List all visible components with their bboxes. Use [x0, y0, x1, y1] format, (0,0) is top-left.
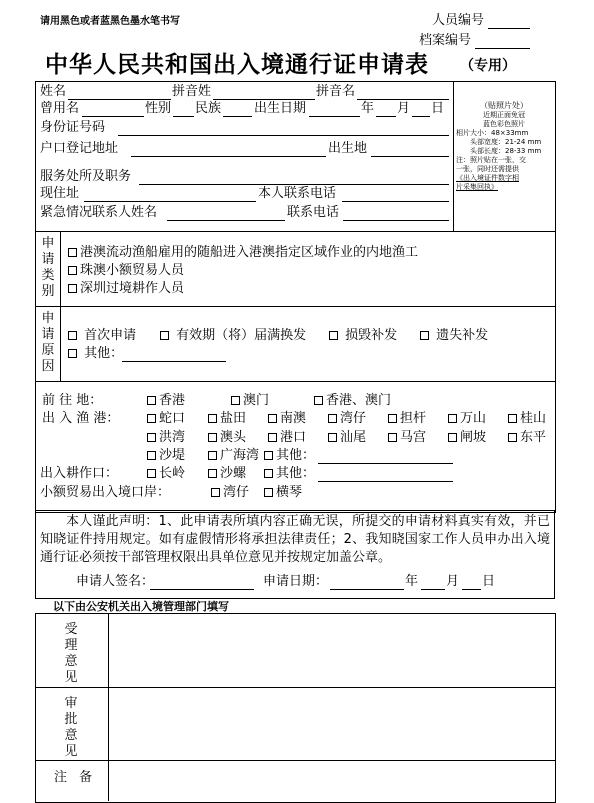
photo-line: 蓝色彩色照片 [483, 120, 525, 128]
signature-label: 申请人签名： [76, 574, 155, 589]
category-option-fishing[interactable]: 港澳流动渔船雇用的随船进入港澳指定区域作业的内地渔工 [68, 245, 418, 261]
name-label: 姓名 [40, 84, 67, 99]
workplace-label: 服务处所及职务 [40, 169, 132, 184]
fishing-port-other-field[interactable] [318, 463, 453, 464]
port-option[interactable]: 港口 [268, 430, 306, 446]
application-year-label: 年 [405, 574, 419, 589]
photo-line: 一张，同时还需提供 [456, 165, 519, 173]
port-option[interactable]: 担杆 [388, 411, 426, 427]
photo-line: 《出入境证件数字相 [456, 174, 519, 182]
birth-month-field[interactable] [376, 116, 396, 117]
hukou-label: 户口登记地址 [40, 141, 119, 156]
workplace-field[interactable] [139, 184, 449, 185]
signature-field[interactable] [150, 589, 254, 590]
category-label: 申请类别 [41, 236, 55, 299]
birth-day-label: 日 [431, 101, 445, 116]
photo-line: 注：照片贴在一张，交 [456, 156, 526, 164]
photo-area [456, 101, 552, 192]
photo-line: 头部宽度：21-24 mm [470, 138, 542, 146]
reason-first[interactable]: 首次申请 [68, 328, 136, 344]
reason-label: 申请原因 [41, 311, 55, 374]
reason-damaged[interactable]: 损毁补发 [329, 328, 397, 344]
pinyin-surname-label: 拼音姓 [172, 84, 212, 99]
checkbox[interactable] [147, 396, 156, 405]
port-option[interactable]: 桂山 [508, 411, 546, 427]
port-option[interactable]: 马宫 [388, 430, 426, 446]
approve-opinion-field[interactable] [110, 688, 553, 759]
port-option[interactable]: 湾仔 [328, 411, 366, 427]
checkbox[interactable] [160, 331, 169, 340]
sex-field[interactable] [173, 116, 194, 117]
emergency-contact-field[interactable] [167, 220, 285, 221]
farming-port-label: 出入耕作口： [40, 466, 119, 481]
reason-lost[interactable]: 遗失补发 [420, 328, 488, 344]
farming-other-field[interactable] [318, 481, 453, 482]
birth-date-label: 出生日期 [254, 101, 307, 116]
port-option-other[interactable]: 其他： [264, 448, 315, 464]
person-number-label: 人员编号 [432, 13, 485, 28]
farming-option-other[interactable]: 其他： [264, 466, 315, 482]
remark-field[interactable] [110, 761, 553, 800]
checkbox[interactable] [420, 331, 429, 340]
instruction-text: 请用黑色或者蓝黑色墨水笔书写 [40, 16, 180, 27]
port-option[interactable]: 万山 [448, 411, 486, 427]
archive-number-label: 档案编号 [419, 33, 472, 48]
application-day-label: 日 [482, 574, 496, 589]
port-option[interactable]: 澳头 [208, 430, 246, 446]
photo-line: 相片大小：48×33mm [456, 129, 529, 137]
port-option[interactable]: 沙堤 [147, 448, 185, 464]
emergency-phone-label: 联系电话 [287, 205, 340, 220]
ethnicity-label: 民族 [195, 101, 222, 116]
application-date-label: 申请日期： [263, 574, 329, 589]
name-field[interactable] [68, 99, 171, 100]
birthplace-field[interactable] [371, 156, 449, 157]
port-option[interactable]: 东平 [508, 430, 546, 446]
official-heading: 以下由公安机关出入境管理部门填写 [53, 600, 229, 613]
photo-line: 近期正面免冠 [483, 111, 525, 119]
pinyin-given-field[interactable] [357, 99, 449, 100]
port-option[interactable]: 蛇口 [147, 411, 185, 427]
port-option[interactable]: 盐田 [208, 411, 246, 427]
application-month-field[interactable] [421, 589, 445, 590]
destination-macau[interactable]: 澳门 [231, 393, 269, 409]
birthplace-label: 出生地 [328, 141, 368, 156]
reason-other-field[interactable] [122, 361, 226, 362]
birth-day-field[interactable] [412, 116, 430, 117]
form-title: 中华人民共和国出入境通行证申请表 [45, 52, 429, 78]
person-number-field[interactable] [488, 28, 530, 29]
photo-line: 片采集回执》 [456, 183, 498, 191]
application-day-field[interactable] [462, 589, 481, 590]
destination-both[interactable]: 香港、澳门 [314, 393, 391, 409]
phone-label: 本人联系电话 [258, 186, 337, 201]
remark-label: 注 备 [54, 770, 97, 785]
trade-option[interactable]: 横琴 [264, 485, 302, 501]
application-year-field[interactable] [330, 589, 404, 590]
checkbox[interactable] [68, 331, 77, 340]
checkbox[interactable] [68, 266, 77, 275]
checkbox[interactable] [68, 284, 77, 293]
declaration-text: 本人谨此声明：1、此申请表所填内容正确无误，所提交的申请材料真实有效，并已知晓证件持用规定。如有虚假情形将承担法律责任；2、我知晓国家工作人员申办出入境通行证必须按干部管理权限出具单位意见并按规定加盖公章。 [40, 514, 550, 565]
port-option[interactable]: 南澳 [268, 411, 306, 427]
form-subtitle: （专用） [460, 58, 516, 74]
address-field[interactable] [84, 201, 256, 202]
id-number-label: 身份证号码 [40, 120, 106, 135]
accept-opinion-label: 受理意见 [64, 622, 78, 685]
checkbox[interactable] [329, 331, 338, 340]
category-option-farming[interactable]: 深圳过境耕作人员 [68, 281, 184, 297]
address-label: 现住址 [40, 186, 80, 201]
category-option-trade[interactable]: 珠澳小额贸易人员 [68, 263, 184, 279]
reason-expire[interactable]: 有效期（将）届满换发 [160, 328, 306, 344]
photo-line: （贴照片处） [480, 101, 528, 110]
birth-month-label: 月 [397, 101, 411, 116]
application-month-label: 月 [446, 574, 460, 589]
emergency-phone-field[interactable] [343, 220, 449, 221]
archive-number-field[interactable] [475, 48, 530, 49]
trade-option[interactable]: 湾仔 [211, 485, 249, 501]
reason-other[interactable]: 其他： [68, 346, 123, 362]
former-name-label: 曾用名 [40, 101, 80, 116]
accept-opinion-field[interactable] [110, 614, 553, 686]
port-option[interactable]: 广海湾 [208, 448, 259, 464]
former-name-field[interactable] [82, 116, 144, 117]
port-option[interactable]: 洪湾 [147, 430, 185, 446]
hukou-field[interactable] [131, 156, 326, 157]
fishing-port-label: 出 入 渔 港： [42, 411, 120, 426]
checkbox[interactable] [68, 248, 77, 257]
emergency-contact-label: 紧急情况联系人姓名 [40, 205, 158, 220]
trade-port-label: 小额贸易出入境口岸： [40, 485, 171, 500]
checkbox[interactable] [68, 349, 77, 358]
checkbox[interactable] [314, 396, 323, 405]
birth-year-label: 年 [361, 101, 375, 116]
farming-option[interactable]: 沙螺 [208, 466, 246, 482]
port-option[interactable]: 闸坡 [448, 430, 486, 446]
checkbox[interactable] [231, 396, 240, 405]
birth-year-field[interactable] [309, 116, 360, 117]
sex-label: 性别 [145, 101, 172, 116]
destination-label: 前 往 地： [42, 393, 103, 408]
farming-option[interactable]: 长岭 [147, 466, 185, 482]
approve-opinion-label: 审批意见 [64, 696, 78, 759]
phone-field[interactable] [342, 201, 449, 202]
pinyin-surname-field[interactable] [213, 99, 315, 100]
photo-line: 头部长度：28-33 mm [470, 147, 542, 155]
ethnicity-field[interactable] [223, 116, 252, 117]
id-number-field[interactable] [118, 135, 449, 136]
port-option[interactable]: 汕尾 [328, 430, 366, 446]
destination-hk[interactable]: 香港 [147, 393, 185, 409]
pinyin-given-label: 拼音名 [316, 84, 356, 99]
